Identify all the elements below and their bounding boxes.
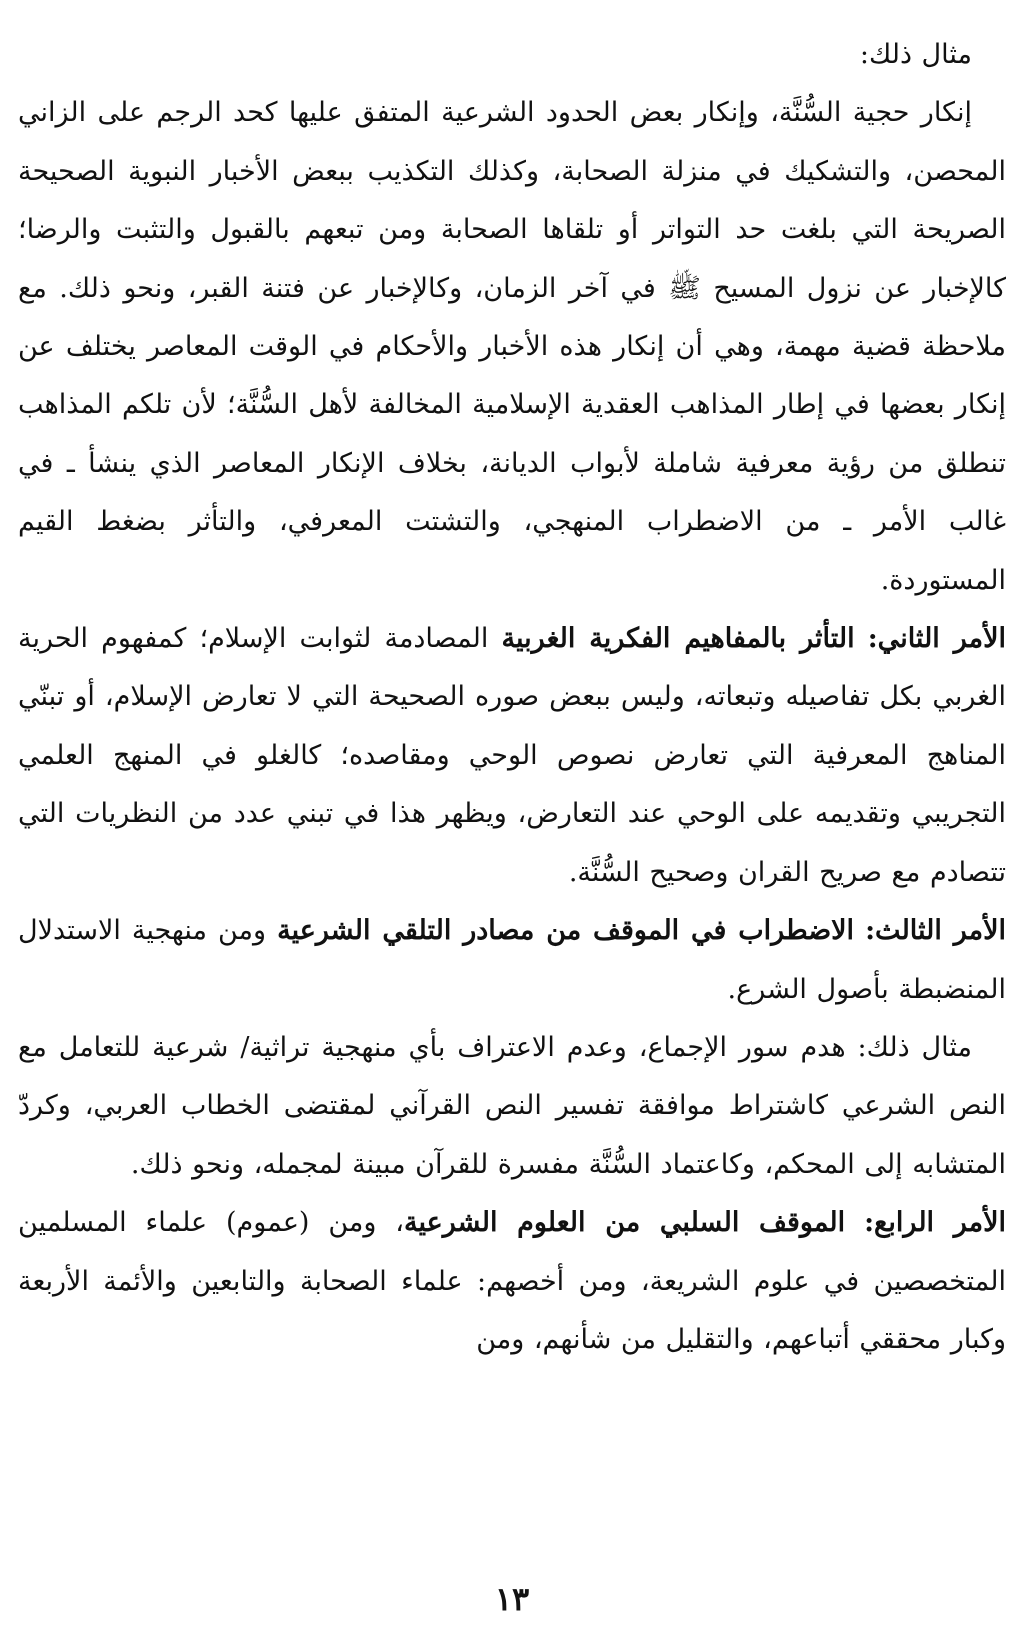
example-heading [18,26,1006,84]
second-matter-heading: التأثر بالمفاهيم الفكرية الغربية [501,623,855,655]
paragraph-third-matter [18,902,1006,1019]
fourth-matter-heading: الموقف السلبي من العلوم الشرعية [404,1207,846,1239]
fourth-matter-label: الأمر الرابع: [864,1207,1006,1239]
second-matter-text: المصادمة لثوابت الإسلام؛ كمفهوم الحرية الغربي بكل تفاصيله وتبعاته، وليس ببعض صوره الصحيحة التي لا تعارض الإسلام، أو تبنّي المناهج المعرفية التي تعارض نصوص الوحي ومقاصده؛ كالغلو في المنهج العلمي التجريبي وتقديمه على الوحي عند التعارض، ويظهر هذا في تبني عدد من النظريات التي تتصادم مع صريح القران وصحيح السُّنَّة. [18,623,1006,888]
paragraph-second-matter [18,610,1006,902]
paragraph-example-consensus [18,1019,1006,1194]
paragraph-fourth-matter [18,1194,1006,1369]
example-heading-text: مثال ذلك: [859,39,972,70]
paragraph-text: مثال ذلك: هدم سور الإجماع، وعدم الاعتراف بأي منهجية تراثية/ شرعية للتعامل مع النص الشرعي كاشتراط موافقة تفسير النص القرآني لمقتضى الخطاب العربي، وكردّ المتشابه إلى المحكم، وكاعتماد السُّنَّة مفسرة للقرآن مبينة لمجمله، ونحو ذلك. [18,1031,1006,1180]
fourth-matter-text: ، ومن (عموم) علماء المسلمين المتخصصين في علوم الشريعة، ومن أخصهم: علماء الصحابة والتابعين والأئمة الأربعة وكبار محققي أتباعهم، والتقليل من شأنهم، ومن [18,1207,1006,1355]
paragraph-denial-of-sunnah [18,84,1006,610]
page-number: ١٣ [494,1580,530,1618]
third-matter-heading: الاضطراب في الموقف من مصادر التلقي الشرعية [277,915,855,947]
document-page [18,26,1006,1646]
third-matter-label: الأمر الثالث: [865,915,1006,947]
paragraph-text: إنكار حجية السُّنَّة، وإنكار بعض الحدود الشرعية المتفق عليها كحد الرجم على الزاني المحصن، والتشكيك في منزلة الصحابة، وكذلك التكذيب ببعض الأخبار النبوية الصحيحة الصريحة التي بلغت حد التواتر أو تلقاها الصحابة ومن تبعهم بالقبول والتثبت والرضا؛ كالإخبار عن نزول المسيح ﷺ في آخر الزمان، وكالإخبار عن فتنة القبر، ونحو ذلك. مع ملاحظة قضية مهمة، وهي أن إنكار هذه الأخبار والأحكام في الوقت المعاصر يختلف عن إنكار بعضها في إطار المذاهب العقدية الإسلامية المخالفة لأهل السُّنَّة؛ لأن تلكم المذاهب تنطلق من رؤية معرفية شاملة لأبواب الديانة، بخلاف الإنكار المعاصر الذي ينشأ ـ في غالب الأمر ـ من الاضطراب المنهجي، والتشتت المعرفي، والتأثر بضغط القيم المستوردة. [18,97,1006,596]
second-matter-label: الأمر الثاني: [867,623,1006,655]
third-matter-text: ومن منهجية الاستدلال المنضبطة بأصول الشرع. [18,915,1006,1005]
